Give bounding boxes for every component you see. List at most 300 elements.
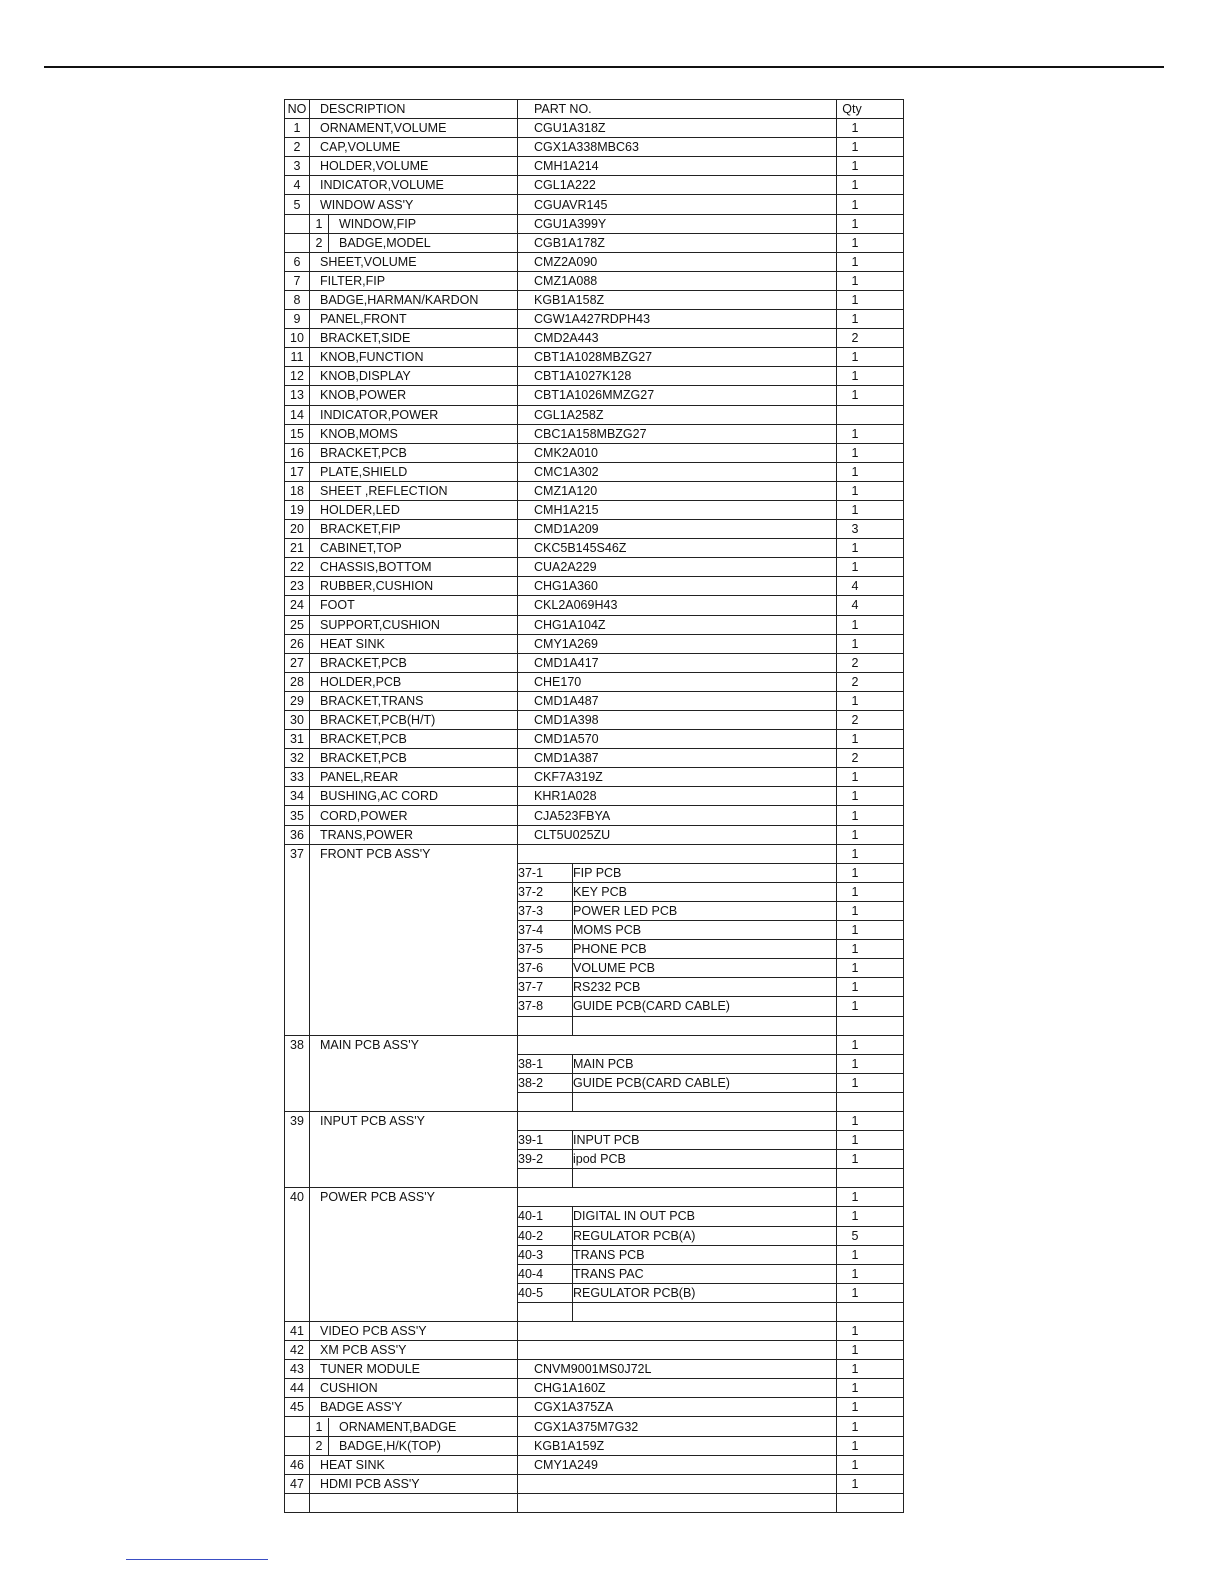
item-part-number: CMD1A487 (518, 691, 837, 710)
child-number: 40-1 (518, 1207, 573, 1226)
table-row (285, 386, 904, 405)
subitem-description: ORNAMENT,BADGE (339, 1419, 457, 1434)
child-description: TRANS PCB (573, 1245, 837, 1264)
assembly-number: 39 (285, 1111, 310, 1187)
child-qty: 1 (837, 1131, 904, 1150)
table-row (285, 348, 904, 367)
header-part-no: PART NO. (518, 100, 837, 119)
table-row (285, 157, 904, 176)
child-qty: 1 (837, 882, 904, 901)
table-row (285, 1455, 904, 1474)
child-number: 39-2 (518, 1150, 573, 1169)
item-description: RUBBER,CUSHION (310, 577, 518, 596)
item-description: INDICATOR,VOLUME (310, 176, 518, 195)
subitem-parent-cell (285, 233, 310, 252)
child-description: RS232 PCB (573, 978, 837, 997)
subitem-description-cell (310, 233, 518, 252)
item-part-number: CMD2A443 (518, 329, 837, 348)
item-description: VIDEO PCB ASS'Y (310, 1322, 518, 1341)
item-part-number: CHG1A160Z (518, 1379, 837, 1398)
subitem-qty: 1 (837, 233, 904, 252)
item-part-number: CKF7A319Z (518, 768, 837, 787)
item-number: 17 (285, 462, 310, 481)
child-description: DIGITAL IN OUT PCB (573, 1207, 837, 1226)
item-number: 12 (285, 367, 310, 386)
item-qty: 4 (837, 577, 904, 596)
item-part-number: CHE170 (518, 672, 837, 691)
item-description: HOLDER,VOLUME (310, 157, 518, 176)
item-qty: 1 (837, 1322, 904, 1341)
item-number: 7 (285, 271, 310, 290)
child-qty: 1 (837, 1245, 904, 1264)
item-qty: 3 (837, 520, 904, 539)
table-row (285, 1474, 904, 1493)
item-part-number: CBC1A158MBZG27 (518, 424, 837, 443)
child-qty: 1 (837, 1073, 904, 1092)
subitem-qty: 1 (837, 1436, 904, 1455)
table-row (285, 1341, 904, 1360)
child-description: GUIDE PCB(CARD CABLE) (573, 1073, 837, 1092)
spacer-description-cell (573, 1092, 837, 1111)
item-number: 29 (285, 691, 310, 710)
child-qty: 1 (837, 978, 904, 997)
parts-table (284, 99, 904, 1513)
item-number: 35 (285, 806, 310, 825)
item-part-number: CMD1A209 (518, 520, 837, 539)
child-number: 37-7 (518, 978, 573, 997)
table-row (285, 577, 904, 596)
child-description: MOMS PCB (573, 921, 837, 940)
item-number: 22 (285, 558, 310, 577)
item-number: 1 (285, 119, 310, 138)
table-row-subitem (285, 214, 904, 233)
table-row (285, 443, 904, 462)
child-qty: 5 (837, 1226, 904, 1245)
item-number: 15 (285, 424, 310, 443)
item-description: CUSHION (310, 1379, 518, 1398)
assembly-description: POWER PCB ASS'Y (310, 1188, 518, 1322)
table-row (285, 558, 904, 577)
item-part-number: CMC1A302 (518, 462, 837, 481)
item-description: FOOT (310, 596, 518, 615)
child-description: ipod PCB (573, 1150, 837, 1169)
top-rule (44, 66, 1164, 68)
subitem-description: BADGE,H/K(TOP) (339, 1438, 441, 1453)
table-row-assembly (285, 1188, 904, 1207)
item-part-number: CMH1A214 (518, 157, 837, 176)
child-description: GUIDE PCB(CARD CABLE) (573, 997, 837, 1016)
item-number: 8 (285, 290, 310, 309)
item-description: CHASSIS,BOTTOM (310, 558, 518, 577)
header-qty: Qty (837, 100, 904, 119)
table-row (285, 539, 904, 558)
child-qty: 1 (837, 997, 904, 1016)
table-row (285, 119, 904, 138)
item-description: INDICATOR,POWER (310, 405, 518, 424)
table-row (285, 424, 904, 443)
assembly-part-cell (518, 1188, 837, 1207)
item-part-number: CMY1A249 (518, 1455, 837, 1474)
spacer-number-cell (518, 1092, 573, 1111)
child-qty: 1 (837, 1150, 904, 1169)
spacer-qty-cell (837, 1302, 904, 1321)
table-row (285, 500, 904, 519)
item-part-number: CBT1A1028MBZG27 (518, 348, 837, 367)
subitem-part-number: CGX1A375M7G32 (518, 1417, 837, 1436)
spacer-number-cell (518, 1302, 573, 1321)
item-qty: 1 (837, 1379, 904, 1398)
assembly-number: 37 (285, 844, 310, 1035)
item-qty: 1 (837, 462, 904, 481)
item-number: 3 (285, 157, 310, 176)
item-part-number: CBT1A1026MMZG27 (518, 386, 837, 405)
item-part-number: CMD1A398 (518, 711, 837, 730)
item-description: CAP,VOLUME (310, 138, 518, 157)
child-qty: 1 (837, 1054, 904, 1073)
item-qty: 1 (837, 500, 904, 519)
assembly-qty: 1 (837, 1035, 904, 1054)
table-row (285, 481, 904, 500)
table-row (285, 711, 904, 730)
item-qty: 1 (837, 481, 904, 500)
item-part-number: CGW1A427RDPH43 (518, 310, 837, 329)
item-description: BRACKET,SIDE (310, 329, 518, 348)
item-qty: 1 (837, 157, 904, 176)
item-description: TUNER MODULE (310, 1360, 518, 1379)
item-qty: 1 (837, 176, 904, 195)
item-part-number: CGL1A258Z (518, 405, 837, 424)
item-description: KNOB,MOMS (310, 424, 518, 443)
table-row (285, 1360, 904, 1379)
item-qty: 1 (837, 367, 904, 386)
subitem-qty: 1 (837, 1417, 904, 1436)
table-row (285, 462, 904, 481)
item-number: 45 (285, 1398, 310, 1417)
item-qty: 1 (837, 730, 904, 749)
spacer-description-cell (573, 1169, 837, 1188)
item-qty: 1 (837, 806, 904, 825)
item-description: BRACKET,PCB (310, 653, 518, 672)
header-no: NO (285, 100, 310, 119)
item-qty (837, 1493, 904, 1512)
child-description: POWER LED PCB (573, 901, 837, 920)
item-number: 30 (285, 711, 310, 730)
item-qty: 2 (837, 749, 904, 768)
child-qty: 1 (837, 921, 904, 940)
item-number (285, 1493, 310, 1512)
item-description: HOLDER,PCB (310, 672, 518, 691)
item-qty: 2 (837, 653, 904, 672)
parts-table-body (285, 119, 904, 1513)
item-description: BRACKET,PCB (310, 443, 518, 462)
child-qty: 1 (837, 940, 904, 959)
item-qty: 1 (837, 195, 904, 214)
item-part-number (518, 1493, 837, 1512)
item-number: 27 (285, 653, 310, 672)
item-part-number (518, 1474, 837, 1493)
item-description: WINDOW ASS'Y (310, 195, 518, 214)
item-number: 34 (285, 787, 310, 806)
subitem-parent-cell (285, 1417, 310, 1436)
item-description: KNOB,POWER (310, 386, 518, 405)
item-qty: 2 (837, 711, 904, 730)
table-row (285, 367, 904, 386)
item-description: CABINET,TOP (310, 539, 518, 558)
item-part-number: CMY1A269 (518, 634, 837, 653)
child-number: 40-4 (518, 1264, 573, 1283)
table-row (285, 653, 904, 672)
item-part-number: CHG1A360 (518, 577, 837, 596)
footer-link-underline (126, 1559, 268, 1560)
assembly-part-cell (518, 844, 837, 863)
item-qty: 1 (837, 1360, 904, 1379)
item-qty: 1 (837, 119, 904, 138)
item-part-number: CGU1A318Z (518, 119, 837, 138)
assembly-qty: 1 (837, 1188, 904, 1207)
subitem-part-number: CGU1A399Y (518, 214, 837, 233)
item-qty: 1 (837, 290, 904, 309)
item-description: SHEET ,REFLECTION (310, 481, 518, 500)
item-description: HOLDER,LED (310, 500, 518, 519)
subitem-description-cell (310, 1436, 518, 1455)
item-part-number: CJA523FBYA (518, 806, 837, 825)
child-number: 37-6 (518, 959, 573, 978)
item-part-number (518, 1341, 837, 1360)
item-number: 16 (285, 443, 310, 462)
item-part-number: CMD1A570 (518, 730, 837, 749)
table-row (285, 691, 904, 710)
item-number: 33 (285, 768, 310, 787)
table-row (285, 634, 904, 653)
table-row (285, 768, 904, 787)
item-description: BRACKET,FIP (310, 520, 518, 539)
item-description: KNOB,FUNCTION (310, 348, 518, 367)
table-row (285, 1379, 904, 1398)
item-number: 25 (285, 615, 310, 634)
subitem-parent-cell (285, 214, 310, 233)
table-row (285, 290, 904, 309)
item-part-number: CLT5U025ZU (518, 825, 837, 844)
child-qty: 1 (837, 1283, 904, 1302)
child-number: 37-4 (518, 921, 573, 940)
table-row (285, 195, 904, 214)
item-description: HDMI PCB ASS'Y (310, 1474, 518, 1493)
assembly-qty: 1 (837, 1111, 904, 1130)
header-row (285, 100, 904, 119)
item-number: 31 (285, 730, 310, 749)
item-qty: 1 (837, 1341, 904, 1360)
subitem-description-cell (310, 214, 518, 233)
item-number: 23 (285, 577, 310, 596)
spacer-number-cell (518, 1016, 573, 1035)
table-row (285, 329, 904, 348)
item-part-number: CKC5B145S46Z (518, 539, 837, 558)
item-part-number: CMD1A417 (518, 653, 837, 672)
header-description: DESCRIPTION (310, 100, 518, 119)
subitem-description: BADGE,MODEL (339, 235, 431, 250)
item-number: 4 (285, 176, 310, 195)
spacer-qty-cell (837, 1092, 904, 1111)
item-qty: 4 (837, 596, 904, 615)
item-number: 28 (285, 672, 310, 691)
child-number: 38-2 (518, 1073, 573, 1092)
item-part-number (518, 1322, 837, 1341)
child-qty: 1 (837, 863, 904, 882)
item-description: BADGE,HARMAN/KARDON (310, 290, 518, 309)
assembly-number: 38 (285, 1035, 310, 1111)
subitem-description-cell (310, 1417, 518, 1436)
item-qty: 2 (837, 329, 904, 348)
table-row-assembly (285, 1111, 904, 1130)
child-description: FIP PCB (573, 863, 837, 882)
item-description: PANEL,FRONT (310, 310, 518, 329)
table-row (285, 252, 904, 271)
item-number: 42 (285, 1341, 310, 1360)
item-part-number: CUA2A229 (518, 558, 837, 577)
item-part-number: CGX1A375ZA (518, 1398, 837, 1417)
child-number: 40-5 (518, 1283, 573, 1302)
item-number: 10 (285, 329, 310, 348)
subitem-number: 1 (310, 215, 329, 233)
subitem-number: 2 (310, 1437, 329, 1455)
table-row (285, 615, 904, 634)
item-number: 6 (285, 252, 310, 271)
table-row-assembly (285, 1035, 904, 1054)
item-qty: 1 (837, 138, 904, 157)
item-description: PANEL,REAR (310, 768, 518, 787)
table-row (285, 520, 904, 539)
spacer-number-cell (518, 1169, 573, 1188)
assembly-number: 40 (285, 1188, 310, 1322)
item-description: XM PCB ASS'Y (310, 1341, 518, 1360)
table-row (285, 787, 904, 806)
table-row (285, 1322, 904, 1341)
item-qty: 1 (837, 386, 904, 405)
item-description: KNOB,DISPLAY (310, 367, 518, 386)
child-qty: 1 (837, 901, 904, 920)
item-qty: 1 (837, 310, 904, 329)
item-number: 47 (285, 1474, 310, 1493)
table-row (285, 1493, 904, 1512)
item-qty: 1 (837, 768, 904, 787)
child-number: 37-3 (518, 901, 573, 920)
item-qty: 1 (837, 615, 904, 634)
item-description: SHEET,VOLUME (310, 252, 518, 271)
item-qty: 1 (837, 271, 904, 290)
item-number: 46 (285, 1455, 310, 1474)
item-description: SUPPORT,CUSHION (310, 615, 518, 634)
item-number: 18 (285, 481, 310, 500)
item-qty (837, 405, 904, 424)
item-qty: 1 (837, 825, 904, 844)
table-row (285, 405, 904, 424)
table-row (285, 806, 904, 825)
item-part-number: CMK2A010 (518, 443, 837, 462)
child-description: VOLUME PCB (573, 959, 837, 978)
spacer-description-cell (573, 1302, 837, 1321)
child-description: MAIN PCB (573, 1054, 837, 1073)
child-number: 37-8 (518, 997, 573, 1016)
item-number: 41 (285, 1322, 310, 1341)
child-qty: 1 (837, 1264, 904, 1283)
item-number: 44 (285, 1379, 310, 1398)
item-number: 9 (285, 310, 310, 329)
item-number: 32 (285, 749, 310, 768)
child-number: 37-5 (518, 940, 573, 959)
item-part-number: CMZ1A088 (518, 271, 837, 290)
table-row-subitem (285, 233, 904, 252)
item-part-number: CBT1A1027K128 (518, 367, 837, 386)
child-number: 39-1 (518, 1131, 573, 1150)
item-description: CORD,POWER (310, 806, 518, 825)
item-part-number: CNVM9001MS0J72L (518, 1360, 837, 1379)
subitem-number: 1 (310, 1418, 329, 1436)
item-number: 21 (285, 539, 310, 558)
item-number: 5 (285, 195, 310, 214)
item-description: BRACKET,PCB (310, 730, 518, 749)
table-row-subitem (285, 1436, 904, 1455)
child-number: 40-3 (518, 1245, 573, 1264)
item-qty: 1 (837, 558, 904, 577)
table-row-subitem (285, 1417, 904, 1436)
assembly-description: FRONT PCB ASS'Y (310, 844, 518, 1035)
item-part-number: CGX1A338MBC63 (518, 138, 837, 157)
item-part-number: CMZ2A090 (518, 252, 837, 271)
item-part-number: KGB1A158Z (518, 290, 837, 309)
subitem-number: 2 (310, 234, 329, 252)
assembly-part-cell (518, 1035, 837, 1054)
item-qty: 1 (837, 443, 904, 462)
item-description: ORNAMENT,VOLUME (310, 119, 518, 138)
assembly-qty: 1 (837, 844, 904, 863)
item-description: HEAT SINK (310, 634, 518, 653)
item-qty: 1 (837, 1455, 904, 1474)
item-description: HEAT SINK (310, 1455, 518, 1474)
item-number: 14 (285, 405, 310, 424)
item-number: 43 (285, 1360, 310, 1379)
item-number: 19 (285, 500, 310, 519)
item-qty: 1 (837, 252, 904, 271)
item-description: PLATE,SHIELD (310, 462, 518, 481)
subitem-qty: 1 (837, 214, 904, 233)
item-part-number: CMH1A215 (518, 500, 837, 519)
table-row (285, 310, 904, 329)
item-description (310, 1493, 518, 1512)
item-qty: 1 (837, 539, 904, 558)
assembly-description: MAIN PCB ASS'Y (310, 1035, 518, 1111)
item-number: 11 (285, 348, 310, 367)
item-qty: 1 (837, 1474, 904, 1493)
child-qty: 1 (837, 959, 904, 978)
item-description: BRACKET,TRANS (310, 691, 518, 710)
spacer-qty-cell (837, 1016, 904, 1035)
child-description: PHONE PCB (573, 940, 837, 959)
item-qty: 1 (837, 691, 904, 710)
table-row-assembly (285, 844, 904, 863)
item-description: FILTER,FIP (310, 271, 518, 290)
child-description: INPUT PCB (573, 1131, 837, 1150)
table-row (285, 672, 904, 691)
subitem-parent-cell (285, 1436, 310, 1455)
assembly-description: INPUT PCB ASS'Y (310, 1111, 518, 1187)
item-number: 24 (285, 596, 310, 615)
table-row (285, 271, 904, 290)
item-part-number: CGUAVR145 (518, 195, 837, 214)
assembly-part-cell (518, 1111, 837, 1130)
item-number: 26 (285, 634, 310, 653)
child-description: KEY PCB (573, 882, 837, 901)
table-row (285, 138, 904, 157)
